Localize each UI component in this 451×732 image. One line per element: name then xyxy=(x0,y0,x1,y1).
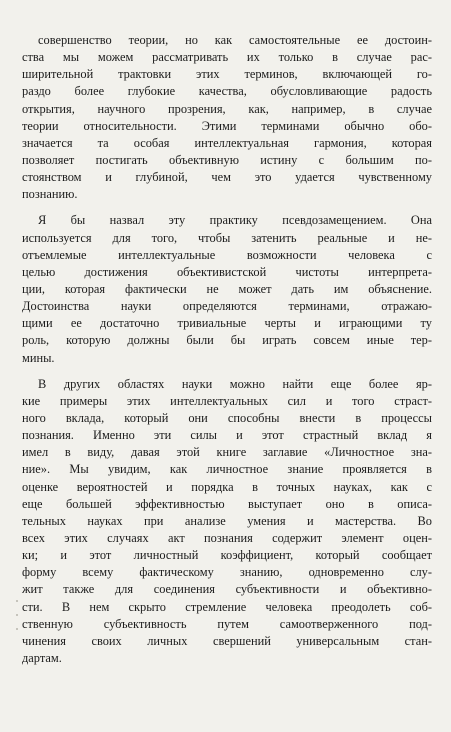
text-line: ства мы можем рассматривать их только в случае рас- xyxy=(22,50,432,65)
text-line: значается та особая интеллектуальная гармония, которая xyxy=(22,135,432,150)
text-line: используется для того, чтобы затенить реальные и не- xyxy=(22,230,432,245)
margin-marks xyxy=(14,600,20,660)
text-line: мины. xyxy=(22,350,55,365)
text-line: роль, которую должны были бы играть совсем иные тер- xyxy=(22,333,432,348)
text-line: теории относительности. Этими терминами обычно обо- xyxy=(22,118,432,133)
text-line: целью достижения объективистской чистоты интерпрета- xyxy=(22,264,432,279)
text-line: всех этих случаях акт познания содержит элемент оцен- xyxy=(22,530,432,545)
text-line: форму всему фактическому знанию, одновременно слу- xyxy=(22,565,432,580)
text-line: познания. Именно эти силы и этот страстный вклад я xyxy=(22,428,432,443)
text-line: раздо более глубокие качества, обусловливающие радость xyxy=(22,84,432,99)
page-text xyxy=(22,32,432,667)
text-line: ки; и этот личностный коэффициент, который сообщает xyxy=(22,548,432,563)
text-line: стоянством и глубиной, чем это удается чувственному xyxy=(22,170,432,185)
paragraph xyxy=(22,212,432,366)
text-line: ного вклада, который они способны внести в процессы xyxy=(22,410,432,425)
text-line: еще большей эффективностью выступает оно в описа- xyxy=(22,496,432,511)
text-line: открытия, научного прозрения, как, например, в случае xyxy=(22,101,432,116)
text-line: щими ее достаточно тривиальные черты и играющими ту xyxy=(22,316,432,331)
text-line: познанию. xyxy=(22,187,78,202)
text-line: отъемлемые интеллектуальные возможности человека с xyxy=(22,247,432,262)
text-line: ственную субъективность путем самоотверженного под- xyxy=(22,616,432,631)
text-line: ции, которая фактически не может дать им объяснение. xyxy=(22,281,432,296)
text-line: совершенство теории, но как самостоятельные ее достоин- xyxy=(38,33,432,47)
text-line: Достоинства науки определяются терминами, отражаю- xyxy=(22,299,432,314)
text-line: позволяет постигать объективную истину с большим по- xyxy=(22,152,432,167)
text-line: ние». Мы увидим, как личностное знание проявляется в xyxy=(22,462,432,477)
paragraph xyxy=(22,376,432,667)
text-line: имел в виду, давая этой книге заглавие «Личностное зна- xyxy=(22,445,432,460)
text-line: В других областях науки можно найти еще более яр- xyxy=(38,376,432,391)
text-line: кие примеры этих интеллектуальных сил и того страст- xyxy=(22,393,432,408)
text-line: тельных науках при анализе умения и мастерства. Во xyxy=(22,513,432,528)
text-line: сти. В нем скрыто стремление человека преодолеть соб- xyxy=(22,599,432,614)
text-line: Я бы назвал эту практику псевдозамещением. Она xyxy=(38,213,432,228)
text-line: жит также для соединения субъективности и объективно- xyxy=(22,582,432,597)
paragraph xyxy=(22,32,432,203)
text-line: ширительной трактовки этих терминов, включающей го- xyxy=(22,67,432,82)
text-line: дартам. xyxy=(22,650,62,665)
text-line: чинения своих личных свершений универсальным стан- xyxy=(22,633,432,648)
text-line: оценке вероятностей и порядка в точных науках, как с xyxy=(22,479,432,494)
